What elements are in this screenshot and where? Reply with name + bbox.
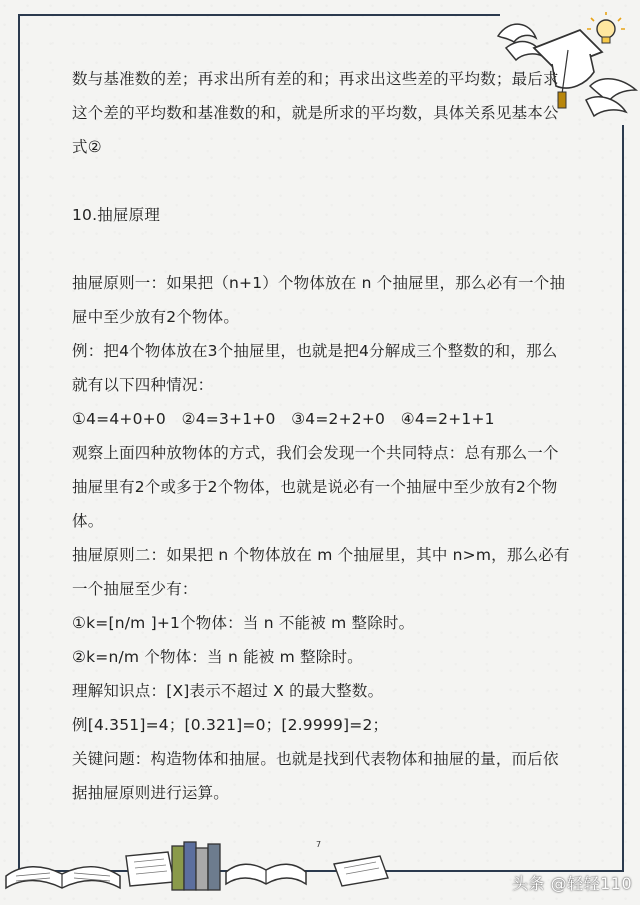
example-1-line: 例：把4个物体放在3个抽屉里，也就是把4分解成三个整数的和，那么 xyxy=(72,342,558,360)
text-line: 式② xyxy=(72,138,102,156)
book-stack-icon xyxy=(168,838,228,894)
open-book-icon xyxy=(2,846,132,896)
page-number: 7 xyxy=(316,840,322,849)
text-line: 这个差的平均数和基准数的和，就是所求的平均数，具体关系见基本公 xyxy=(72,104,559,122)
key-problem-line: 关键问题：构造物体和抽屉。也就是找到代表物体和抽屉的量，而后依 xyxy=(72,750,559,768)
section-title: 10.抽屉原理 xyxy=(72,206,161,224)
principle-2-case: ②k=n/m 个物体：当 n 能被 m 整除时。 xyxy=(72,648,363,666)
open-book-icon xyxy=(222,848,312,892)
watermark: 头条 @轻轻110 xyxy=(512,874,633,893)
example-1-line: 就有以下四种情况： xyxy=(72,376,214,394)
understanding-line: 理解知识点：[X]表示不超过 X 的最大整数。 xyxy=(72,682,384,700)
page-frame-right xyxy=(622,125,624,870)
principle-1-line: 屉中至少放有2个物体。 xyxy=(72,308,240,326)
observation-line: 观察上面四种放物体的方式，我们会发现一个共同特点：总有那么一个 xyxy=(72,444,559,462)
text-line: 数与基准数的差；再求出所有差的和；再求出这些差的平均数；最后求 xyxy=(72,70,559,88)
key-problem-line: 据抽屉原则进行运算。 xyxy=(72,784,230,802)
page-frame-top xyxy=(18,14,500,16)
principle-2-line: 抽屉原则二：如果把 n 个物体放在 m 个抽屉里，其中 n>m，那么必有 xyxy=(72,546,570,564)
light-bulb-icon xyxy=(586,12,626,52)
principle-2-line: 一个抽屉至少有： xyxy=(72,580,198,598)
example-2-line: 例[4.351]=4；[0.321]=0；[2.9999]=2； xyxy=(72,716,389,734)
paper-sheet-icon xyxy=(330,852,392,890)
example-1-cases: ①4=4+0+0 ②4=3+1+0 ③4=2+2+0 ④4=2+1+1 xyxy=(72,410,495,428)
document-body xyxy=(72,62,582,810)
principle-2-case: ①k=[n/m ]+1个物体：当 n 不能被 m 整除时。 xyxy=(72,614,415,632)
observation-line: 抽屉里有2个或多于2个物体，也就是说必有一个抽屉中至少放有2个物 xyxy=(72,478,558,496)
principle-1-line: 抽屉原则一：如果把（n+1）个物体放在 n 个抽屉里，那么必有一个抽 xyxy=(72,274,566,292)
observation-line: 体。 xyxy=(72,512,104,530)
page-frame-left xyxy=(18,14,20,870)
